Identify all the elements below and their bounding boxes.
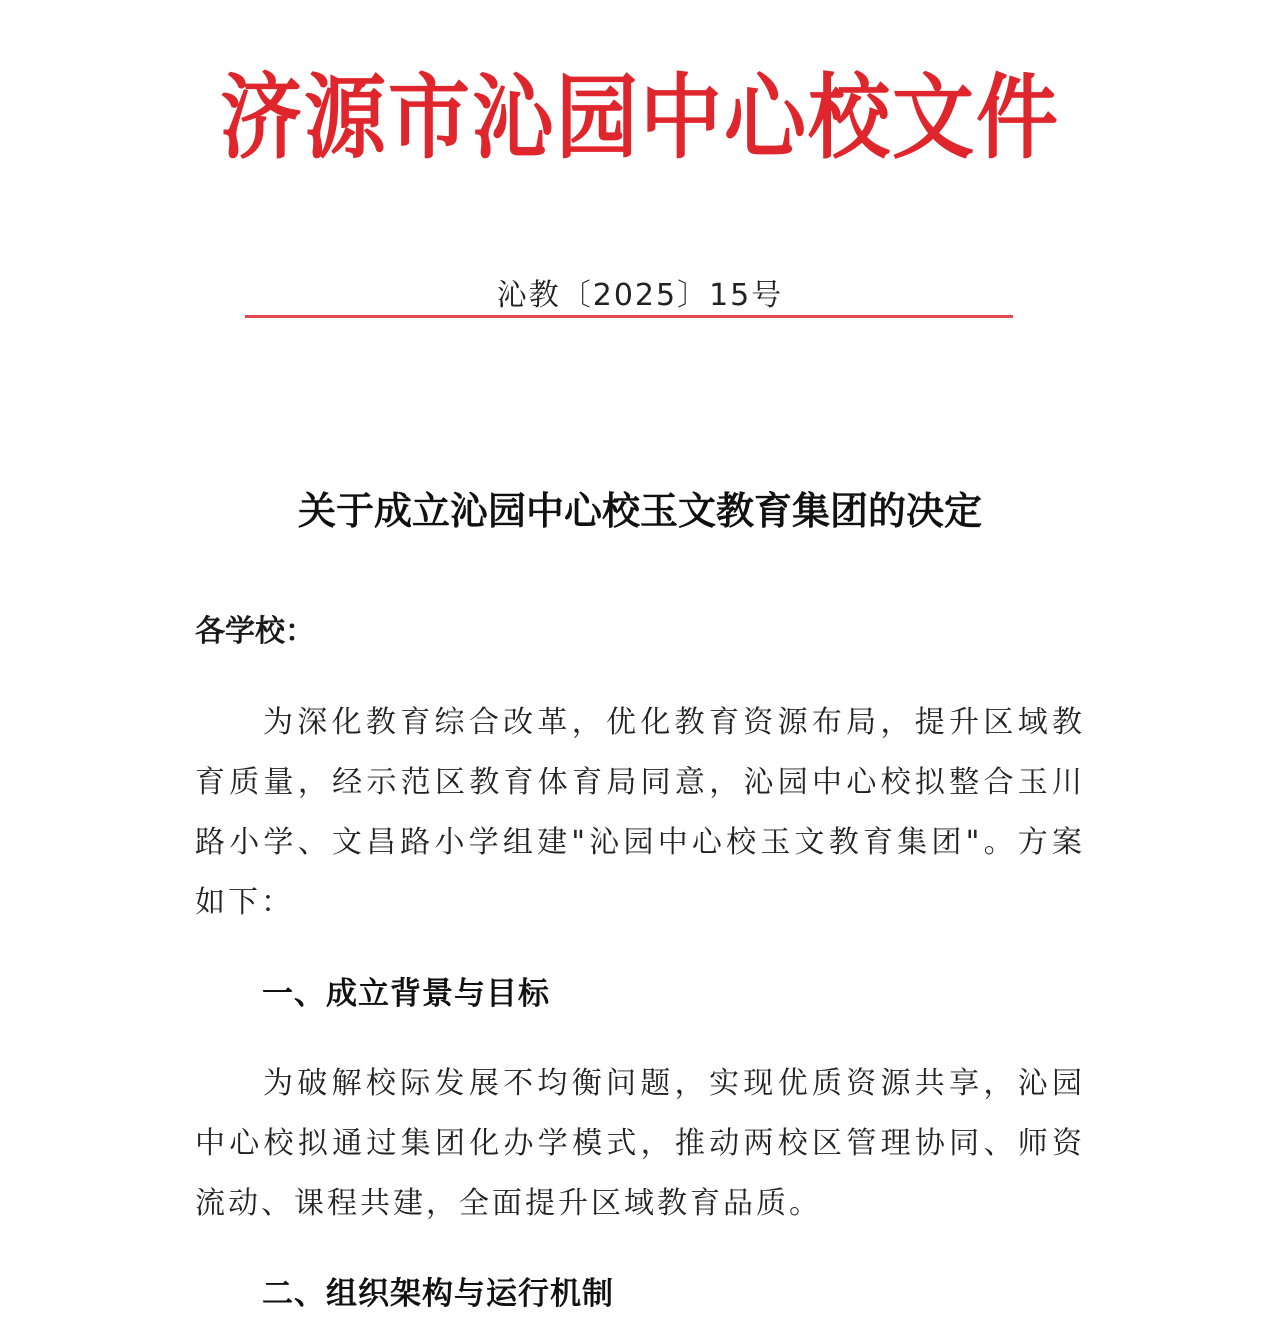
paragraph-intro: 为深化教育综合改革，优化教育资源布局，提升区域教育质量，经示范区教育体育局同意，沁园中心校拟整合玉川路小学、文昌路小学组建"沁园中心校玉文教育集团"。方案如下： <box>195 705 1085 920</box>
section-heading-2: 二、组织架构与运行机制 <box>262 1276 614 1312</box>
section-heading-1: 一、成立背景与目标 <box>262 976 550 1012</box>
salutation: 各学校： <box>195 614 315 649</box>
red-divider-line <box>245 315 1013 318</box>
document-number: 沁教〔2025〕15号 <box>496 278 784 313</box>
document-masthead: 济源市沁园中心校文件 <box>219 64 1060 172</box>
paragraph-background: 为破解校际发展不均衡问题，实现优质资源共享，沁园中心校拟通过集团化办学模式，推动两校区管理协同、师资流动、课程共建，全面提升区域教育品质。 <box>195 1066 1085 1221</box>
document-title: 关于成立沁园中心校玉文教育集团的决定 <box>297 488 982 533</box>
